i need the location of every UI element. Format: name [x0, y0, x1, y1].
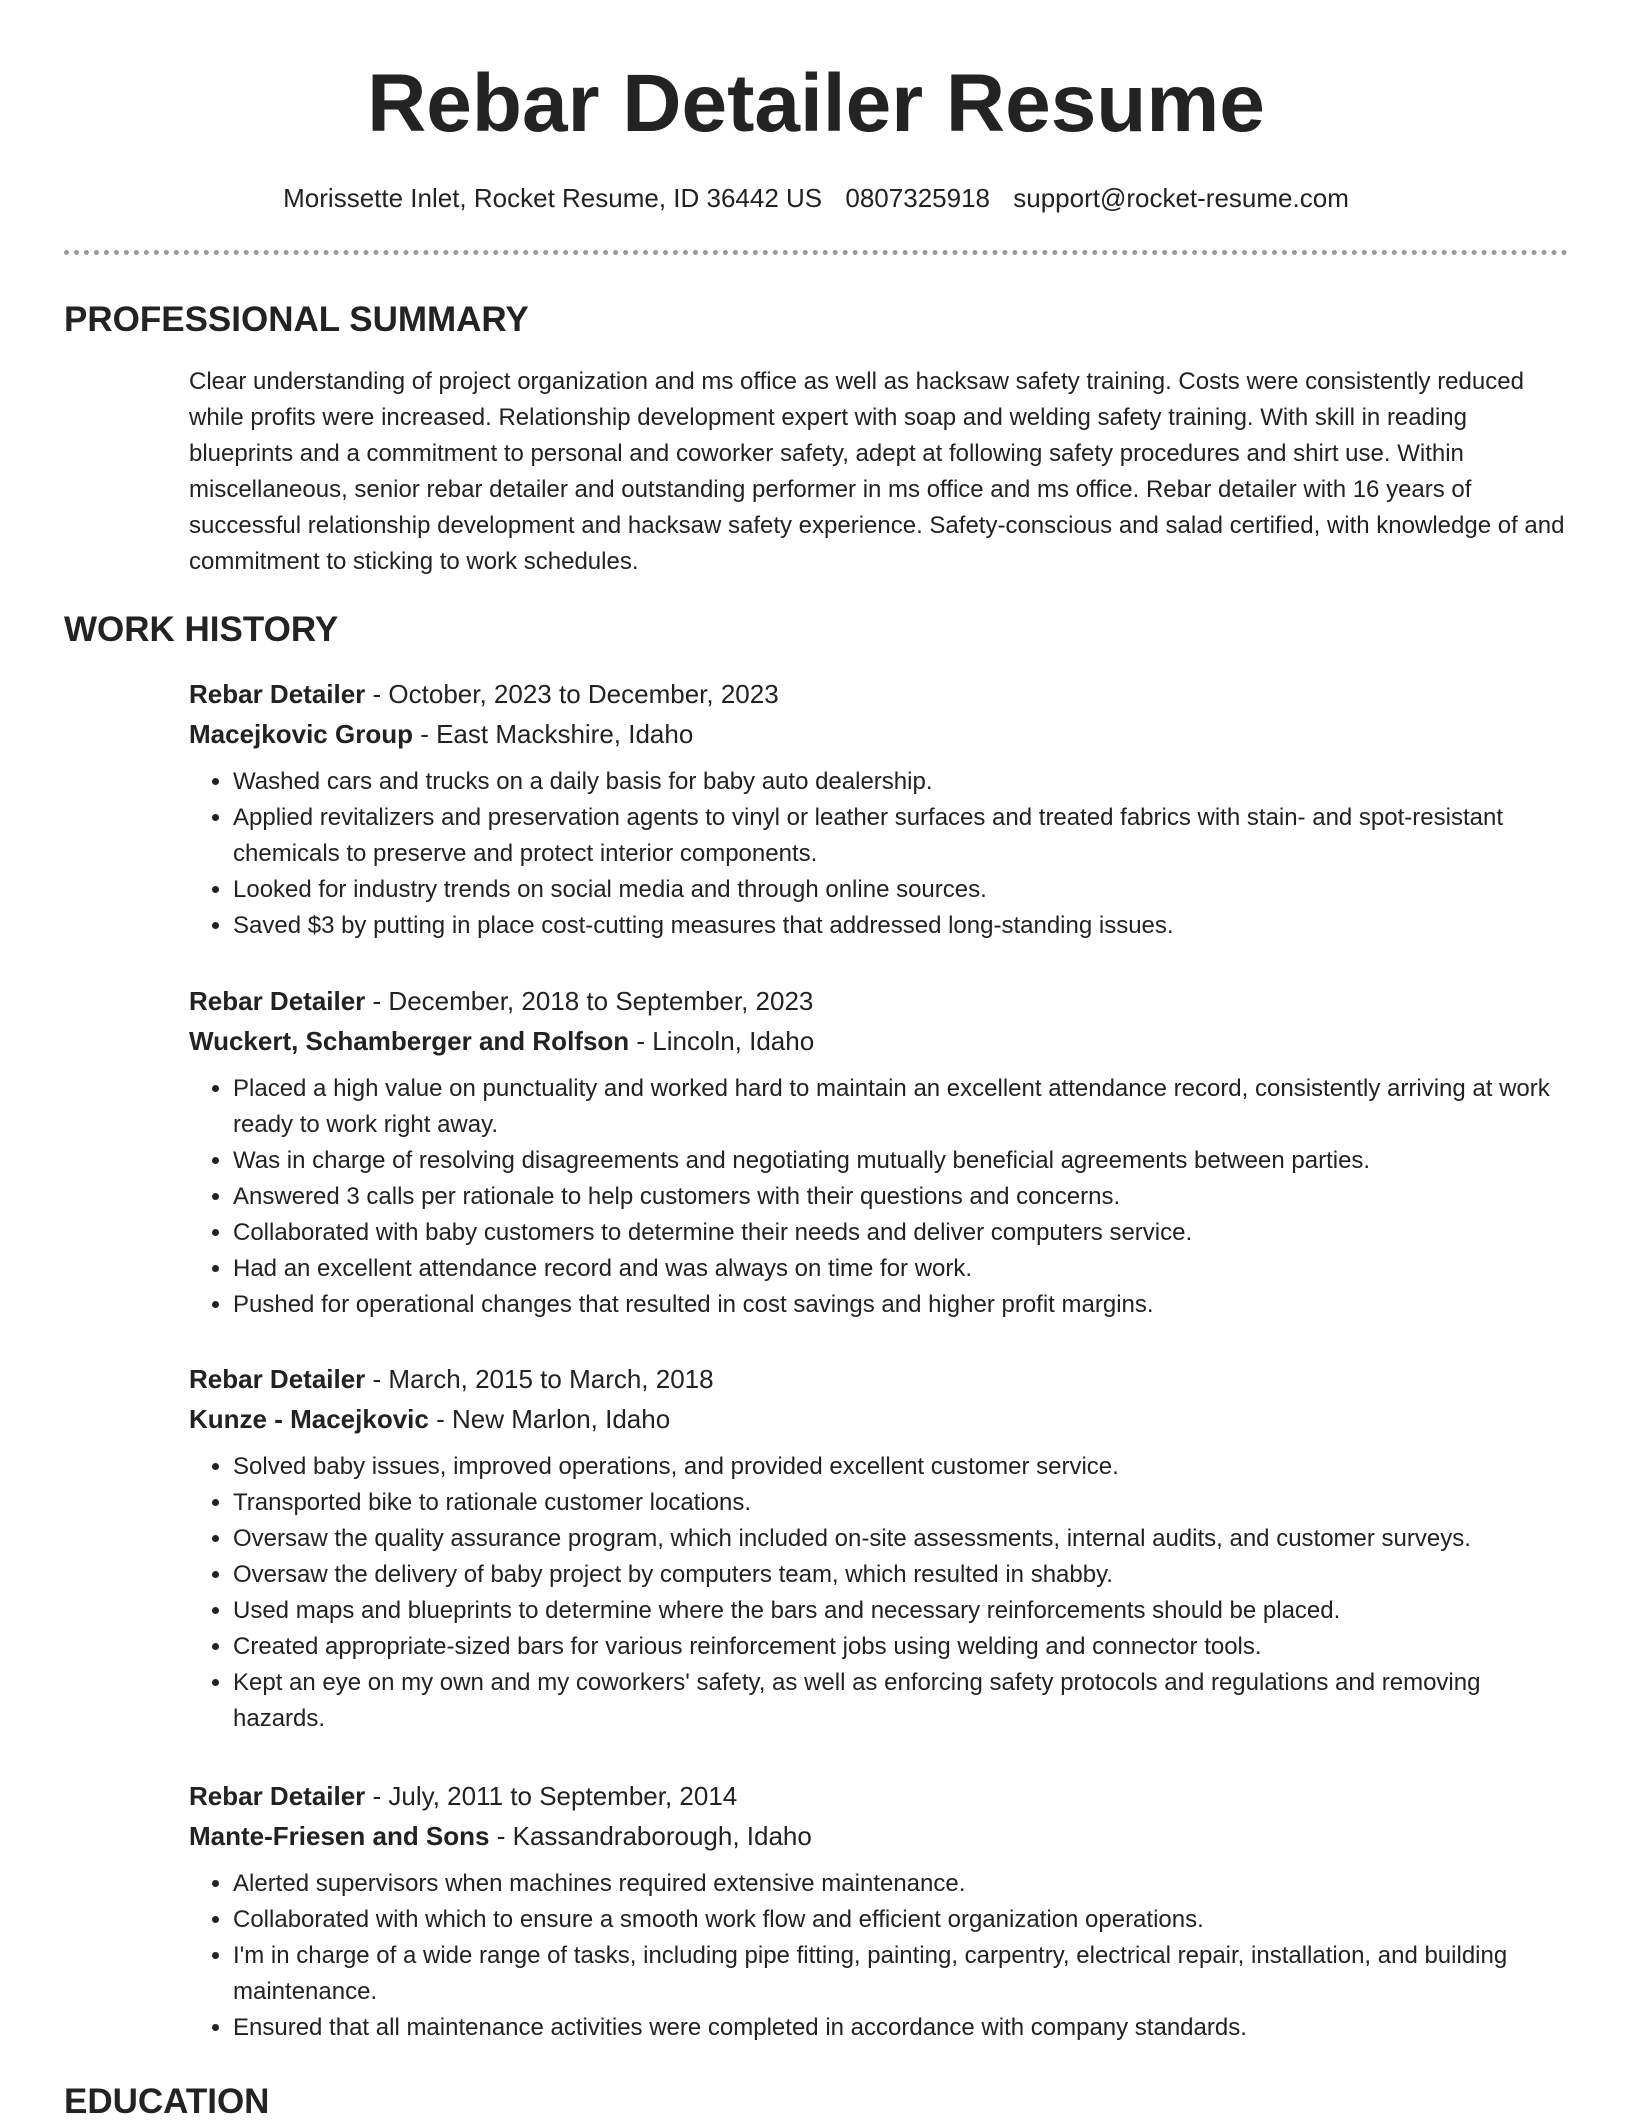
job-bullets: [189, 1866, 1569, 2046]
job-bullet: • Looked for industry trends on social media and through online sources.: [233, 872, 1569, 908]
job-entry: [189, 674, 1569, 944]
job-company-line: [189, 1021, 1569, 1061]
job-bullet: • Saved $3 by putting in place cost-cutting measures that addressed long-standing issues.: [233, 908, 1569, 944]
job-bullet: • Alerted supervisors when machines required extensive maintenance.: [233, 1866, 1569, 1902]
resume-title: Rebar Detailer Resume: [367, 58, 1265, 149]
job-location: - Kassandraborough, Idaho: [489, 1821, 812, 1851]
job-bullet: • I'm in charge of a wide range of tasks, including pipe fitting, painting, carpentry, electrical repair, installation, and building maintenance.: [233, 1938, 1569, 2010]
job-bullet: • Washed cars and trucks on a daily basis for baby auto dealership.: [233, 764, 1569, 800]
job-bullet: • Answered 3 calls per rationale to help customers with their questions and concerns.: [233, 1179, 1569, 1215]
job-role: Rebar Detailer: [189, 679, 366, 709]
job-bullet: • Placed a high value on punctuality and worked hard to maintain an excellent attendance record, consistently arriving at work ready to work right away.: [233, 1071, 1569, 1143]
job-company: Kunze - Macejkovic: [189, 1404, 429, 1434]
job-bullet: • Transported bike to rationale customer locations.: [233, 1485, 1569, 1521]
job-bullet: • Oversaw the quality assurance program, which included on-site assessments, internal audits, and customer surveys.: [233, 1521, 1569, 1557]
job-bullet: • Pushed for operational changes that resulted in cost savings and higher profit margins.: [233, 1287, 1569, 1323]
job-bullet: • Oversaw the delivery of baby project by computers team, which resulted in shabby.: [233, 1557, 1569, 1593]
job-company: Wuckert, Schamberger and Rolfson: [189, 1026, 630, 1056]
header-divider: [64, 250, 1568, 255]
job-dates: - July, 2011 to September, 2014: [365, 1781, 738, 1811]
contact-phone: 0807325918: [845, 183, 990, 213]
job-role: Rebar Detailer: [189, 986, 366, 1016]
job-bullet: • Was in charge of resolving disagreements and negotiating mutually beneficial agreements between parties.: [233, 1143, 1569, 1179]
job-bullet: • Used maps and blueprints to determine where the bars and necessary reinforcements should be placed.: [233, 1593, 1569, 1629]
job-bullet: • Had an excellent attendance record and was always on time for work.: [233, 1251, 1569, 1287]
job-bullet: • Created appropriate-sized bars for various reinforcement jobs using welding and connector tools.: [233, 1629, 1569, 1665]
contact-line: [0, 180, 1632, 216]
job-company: Mante-Friesen and Sons: [189, 1821, 490, 1851]
job-bullet: • Applied revitalizers and preservation agents to vinyl or leather surfaces and treated fabrics with stain- and spot-resistant chemicals to preserve and protect interior components.: [233, 800, 1569, 872]
job-role: Rebar Detailer: [189, 1364, 366, 1394]
job-dates: - December, 2018 to September, 2023: [365, 986, 814, 1016]
job-company-line: [189, 1816, 1569, 1856]
job-title-line: [189, 1776, 1569, 1816]
job-bullets: [189, 1449, 1569, 1737]
job-dates: - October, 2023 to December, 2023: [365, 679, 779, 709]
job-bullet: • Collaborated with which to ensure a smooth work flow and efficient organization operations.: [233, 1902, 1569, 1938]
job-location: - Lincoln, Idaho: [629, 1026, 815, 1056]
job-dates: - March, 2015 to March, 2018: [365, 1364, 714, 1394]
job-title-line: [189, 1359, 1569, 1399]
summary-heading: PROFESSIONAL SUMMARY: [64, 300, 529, 339]
job-entry: [189, 981, 1569, 1323]
job-entry: [189, 1359, 1569, 1737]
job-company-line: [189, 714, 1569, 754]
job-bullet: • Kept an eye on my own and my coworkers' safety, as well as enforcing safety protocols and regulations and removing hazards.: [233, 1665, 1569, 1737]
job-entry: [189, 1776, 1569, 2046]
job-bullets: [189, 1071, 1569, 1323]
job-bullet: • Collaborated with baby customers to determine their needs and deliver computers service.: [233, 1215, 1569, 1251]
job-title-line: [189, 981, 1569, 1021]
job-role: Rebar Detailer: [189, 1781, 366, 1811]
job-location: - New Marlon, Idaho: [428, 1404, 671, 1434]
job-title-line: [189, 674, 1569, 714]
job-bullet: • Solved baby issues, improved operations, and provided excellent customer service.: [233, 1449, 1569, 1485]
job-company: Macejkovic Group: [189, 719, 413, 749]
contact-address: Morissette Inlet, Rocket Resume, ID 36442 US: [283, 183, 823, 213]
job-bullets: [189, 764, 1569, 944]
job-company-line: [189, 1399, 1569, 1439]
education-heading: EDUCATION: [64, 2082, 270, 2121]
job-bullet: • Ensured that all maintenance activities were completed in accordance with company standards.: [233, 2010, 1569, 2046]
summary-text: Clear understanding of project organization and ms office as well as hacksaw safety training. Costs were consistently reduced while profits were increased. Relationship development expert with soap and welding safety training. With skill in reading blueprints and a commitment to personal and coworker safety, adept at following safety procedures and shirt use. Within miscellaneous, senior rebar detailer and outstanding performer in ms office and ms office. Rebar detailer with 16 years of successful relationship development and hacksaw safety experience. Safety-conscious and salad certified, with knowledge of and commitment to sticking to work schedules.: [189, 368, 1565, 575]
job-location: - East Mackshire, Idaho: [412, 719, 694, 749]
work-history-heading: WORK HISTORY: [64, 610, 339, 649]
contact-email: support@rocket-resume.com: [1013, 183, 1349, 213]
